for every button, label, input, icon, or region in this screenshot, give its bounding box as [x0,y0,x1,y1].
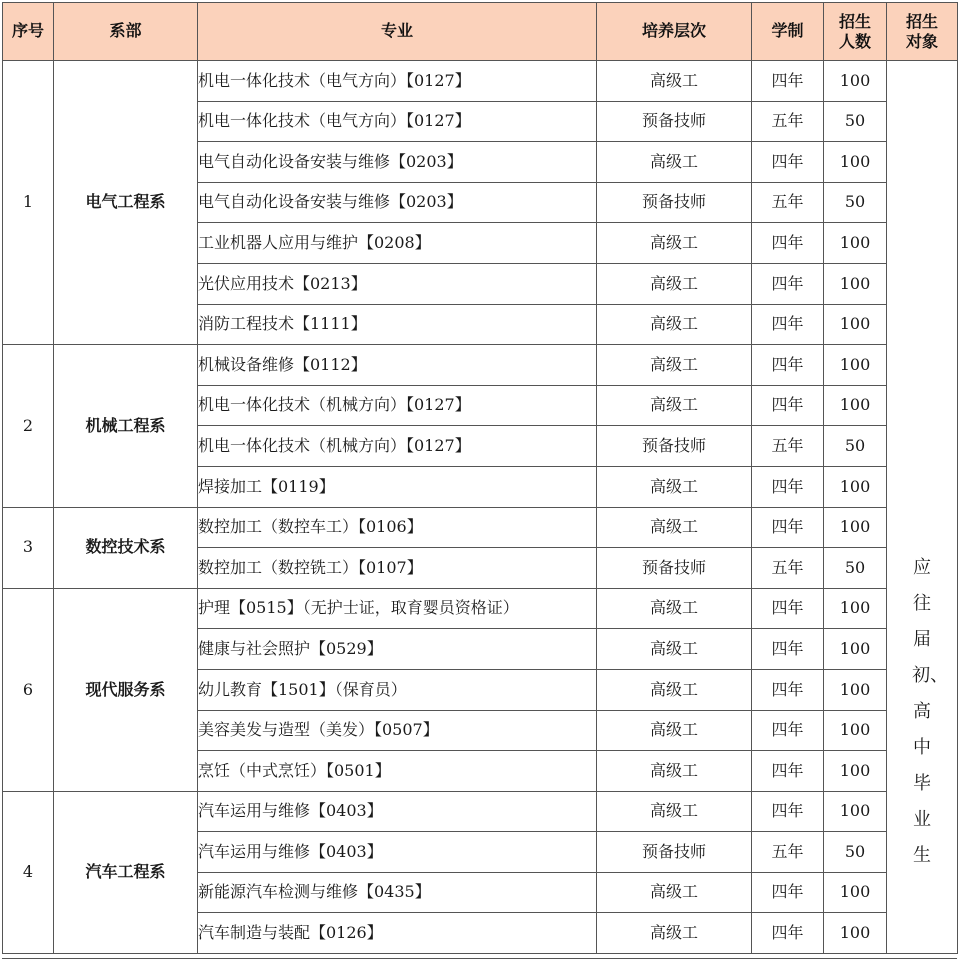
header-target-line1: 招生 [905,12,938,32]
level-cell: 高级工 [597,507,752,548]
major-cell: 汽车制造与装配【0126】 [198,913,597,954]
header-years: 学制 [752,3,824,61]
major-cell: 烹饪（中式烹饪）【0501】 [198,751,597,792]
years-cell: 四年 [752,61,824,102]
system-cell: 现代服务系 [54,588,198,791]
major-cell: 电气自动化设备安装与维修【0203】 [198,142,597,183]
years-cell: 四年 [752,385,824,426]
level-cell: 高级工 [597,872,752,913]
seq-cell: 6 [3,588,54,791]
major-cell: 数控加工（数控车工）【0106】 [198,507,597,548]
major-cell: 汽车运用与维修【0403】 [198,832,597,873]
major-cell: 机械设备维修【0112】 [198,345,597,386]
target-text: 应往届初、高中毕业生 [912,557,949,867]
seq-cell: 2 [3,345,54,507]
count-cell: 100 [824,588,887,629]
level-cell: 预备技师 [597,426,752,467]
years-cell: 四年 [752,710,824,751]
years-cell: 四年 [752,751,824,792]
header-row [3,3,958,61]
count-cell: 100 [824,669,887,710]
count-cell: 100 [824,751,887,792]
header-level: 培养层次 [597,3,752,61]
level-cell: 高级工 [597,791,752,832]
count-cell: 100 [824,223,887,264]
level-cell: 高级工 [597,61,752,102]
level-cell: 高级工 [597,223,752,264]
count-cell: 50 [824,426,887,467]
header-count-line1: 招生 [838,12,871,32]
years-cell: 四年 [752,345,824,386]
count-cell: 100 [824,710,887,751]
years-cell: 四年 [752,872,824,913]
years-cell: 四年 [752,913,824,954]
count-cell: 100 [824,507,887,548]
count-cell: 100 [824,629,887,670]
count-cell: 100 [824,791,887,832]
major-cell: 焊接加工【0119】 [198,466,597,507]
count-cell: 100 [824,913,887,954]
level-cell: 高级工 [597,710,752,751]
header-major: 专业 [198,3,597,61]
table-row [3,791,958,832]
major-cell: 数控加工（数控铣工）【0107】 [198,548,597,589]
major-cell: 机电一体化技术（机械方向）【0127】 [198,426,597,467]
years-cell: 五年 [752,832,824,873]
header-target [887,3,958,61]
count-cell: 100 [824,263,887,304]
level-cell: 高级工 [597,629,752,670]
level-cell: 高级工 [597,385,752,426]
years-cell: 四年 [752,142,824,183]
level-cell: 高级工 [597,142,752,183]
level-cell: 高级工 [597,304,752,345]
count-cell: 100 [824,466,887,507]
years-cell: 五年 [752,182,824,223]
count-cell: 50 [824,832,887,873]
years-cell: 五年 [752,101,824,142]
header-count-line2: 人数 [838,31,871,51]
system-cell: 电气工程系 [54,61,198,345]
years-cell: 四年 [752,791,824,832]
count-cell: 50 [824,182,887,223]
count-cell: 100 [824,304,887,345]
level-cell: 高级工 [597,751,752,792]
count-cell: 100 [824,142,887,183]
table-row [3,61,958,102]
major-cell: 汽车运用与维修【0403】 [198,791,597,832]
level-cell: 高级工 [597,588,752,629]
years-cell: 四年 [752,263,824,304]
years-cell: 四年 [752,588,824,629]
major-cell: 护理【0515】（无护士证，取育婴员资格证） [198,588,597,629]
seq-cell: 1 [3,61,54,345]
major-cell: 机电一体化技术（机械方向）【0127】 [198,385,597,426]
major-cell: 工业机器人应用与维护【0208】 [198,223,597,264]
level-cell: 高级工 [597,263,752,304]
level-cell: 高级工 [597,913,752,954]
major-cell: 美容美发与造型（美发）【0507】 [198,710,597,751]
major-cell: 电气自动化设备安装与维修【0203】 [198,182,597,223]
count-cell: 100 [824,385,887,426]
level-cell: 预备技师 [597,548,752,589]
count-cell: 100 [824,345,887,386]
count-cell: 50 [824,101,887,142]
major-cell: 机电一体化技术（电气方向）【0127】 [198,101,597,142]
header-system: 系部 [54,3,198,61]
header-seq: 序号 [3,3,54,61]
seq-cell: 3 [3,507,54,588]
table-row [3,588,958,629]
system-cell: 机械工程系 [54,345,198,507]
years-cell: 四年 [752,629,824,670]
major-cell: 健康与社会照护【0529】 [198,629,597,670]
years-cell: 四年 [752,223,824,264]
years-cell: 四年 [752,507,824,548]
table-row [3,507,958,548]
years-cell: 四年 [752,669,824,710]
table-body [3,61,958,954]
major-cell: 光伏应用技术【0213】 [198,263,597,304]
truncated-next-row [2,958,957,964]
years-cell: 四年 [752,466,824,507]
years-cell: 四年 [752,304,824,345]
count-cell: 100 [824,61,887,102]
enrollment-table [2,2,958,954]
count-cell: 100 [824,872,887,913]
years-cell: 五年 [752,548,824,589]
level-cell: 高级工 [597,669,752,710]
system-cell: 数控技术系 [54,507,198,588]
level-cell: 预备技师 [597,182,752,223]
major-cell: 机电一体化技术（电气方向）【0127】 [198,61,597,102]
level-cell: 高级工 [597,345,752,386]
major-cell: 消防工程技术【1111】 [198,304,597,345]
count-cell: 50 [824,548,887,589]
years-cell: 五年 [752,426,824,467]
level-cell: 预备技师 [597,101,752,142]
major-cell: 幼儿教育【1501】（保育员） [198,669,597,710]
level-cell: 预备技师 [597,832,752,873]
major-cell: 新能源汽车检测与维修【0435】 [198,872,597,913]
seq-cell: 4 [3,791,54,953]
header-target-line2: 对象 [905,31,938,51]
target-cell [887,61,958,954]
level-cell: 高级工 [597,466,752,507]
header-count [824,3,887,61]
system-cell: 汽车工程系 [54,791,198,953]
table-row [3,345,958,386]
